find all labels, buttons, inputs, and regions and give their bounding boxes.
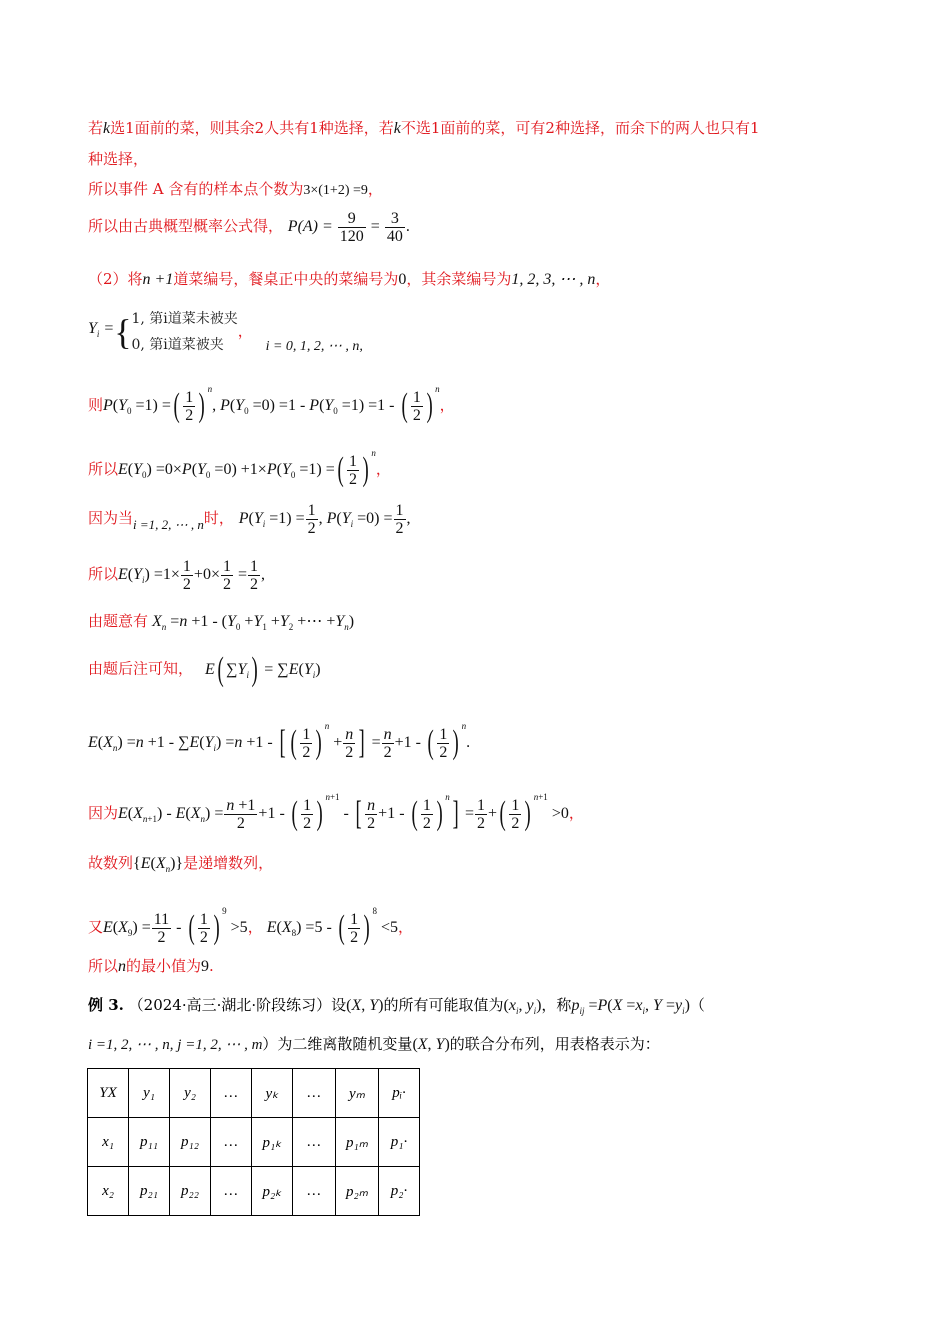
table-cell: p₁· (379, 1118, 420, 1167)
table-cell: p₂· (379, 1167, 420, 1216)
linearity-line: 由题后注可知， E( $\sum Y_i) = \sum E(Y_i)$ (88, 651, 321, 688)
table-cell: x₂ (88, 1167, 129, 1216)
sample-count-line: 所以事件 A 含有的样本点个数为3×(1+2) =9， (88, 180, 383, 198)
table-cell: y₁ (129, 1069, 170, 1118)
xn-definition-line: 由题意有 $X_n =n +1 - (Y_0 +Y_1 +Y_2$ +⋯ $+Y_n$) (88, 612, 355, 633)
table-cell: YX (88, 1069, 129, 1118)
joint-distribution-table (87, 1068, 420, 1216)
table-cell: yₘ (336, 1069, 379, 1118)
e-yi-line: 所以$E(Y_i) =1\times$ $\frac{1}{2}$ +0× $\frac{1}{2}$ = $\frac{1}{2}$ , (88, 558, 265, 593)
table-cell: y₂ (170, 1069, 211, 1118)
table-header-row (88, 1069, 420, 1118)
table-cell: p₁ₖ (252, 1118, 293, 1167)
solution-paragraph-1: 若k选1面前的菜，则其余2人共有1种选择，若k不选1面前的菜，可有2种选择，而余下的两人也只有1 (88, 119, 760, 137)
table-cell: … (211, 1069, 252, 1118)
table-cell: x₁ (88, 1118, 129, 1167)
example-3-header: 例 3. （2024·高三·湖北·阶段练习）设(X, Y)的所有可能取值为($x_i$, $y_i$)，称$p_{ij} =P(X =x_i$, $Y =y_i$)（ (88, 996, 705, 1017)
table-cell: p₁₂ (170, 1118, 211, 1167)
table-cell: yₖ (252, 1069, 293, 1118)
table-cell: p₂₁ (129, 1167, 170, 1216)
table-cell: … (293, 1167, 336, 1216)
table-row (88, 1167, 420, 1216)
difference-line: 因为$E(X_{n+1}) - E(X_n)$ = $\frac{n +1}{2}$ +1 - ( $\frac{1}{2}$ ) $^{n+1}$ - [ $\frac{n}{2}$ +1 - ( $\frac{1}{2}$ ) $^n$] = $\frac{1}{2}$ +( $\frac{1}{2}$ ) $^{n+1}$ >0， (88, 792, 584, 833)
table-cell: p₂ₖ (252, 1167, 293, 1216)
table-row (88, 1118, 420, 1167)
e-xn-line: $E(X_n) =n +1 - \sum E(Y_i) =n +1$ - [ ( $\frac{1}{2}$ ) $^n$ + $\frac{n}{2}$ ] = $\frac{n}{2}$ +1 - ( $\frac{1}{2}$ ) $^n$. (88, 721, 471, 762)
table-cell: … (211, 1167, 252, 1216)
table-cell: p₁ₘ (336, 1118, 379, 1167)
indicator-definition: $Y_i$ ={ 1, 第i道菜未被夹 0, 第i道菜被夹 ， i = 0, 1, 2, ⋯ , n, (88, 311, 363, 354)
table-cell: p₁₁ (129, 1118, 170, 1167)
p-yi-line: 因为当i =1, 2, ⋯ , n时， $P(Y_i =1)$ = $\frac{1}{2}$ , $P(Y_i =0)$ = $\frac{1}{2}$ , (88, 502, 411, 537)
increasing-sequence-line: 故数列$\{E(X_n)\}$是递增数列， (88, 854, 274, 875)
probability-formula-line: 所以由古典概型概率公式得， P(A) = $\frac{9}{120}$ = $\frac{3}{40}$ . (88, 210, 410, 245)
example-3-line2: i =1, 2, ⋯ , n, j =1, 2, ⋯ , m）为二维离散随机变量(X, Y)的联合分布列，用表格表示为： (88, 1035, 660, 1053)
part2-intro-line: （2）将n +1道菜编号，餐桌正中央的菜编号为0，其余菜编号为1, 2, 3, ⋯ , n， (88, 270, 611, 288)
table-cell: … (293, 1069, 336, 1118)
p-y0-line: 则$P(Y_0 =1)$ =( $\frac{1}{2}$ ) $^n$, $P(Y_0 =0) =1 - P(Y_0 =1) =1$ - ( $\frac{1}{2}$ ) $^n$， (88, 384, 455, 425)
table-cell: … (211, 1118, 252, 1167)
conclusion-line: 所以n的最小值为9. (88, 957, 214, 975)
e-y0-line: 所以$E(Y_0) =0\times P(Y_0 =0) +1\times P(Y_0 =1)$ =( $\frac{1}{2}$ ) $^n$， (88, 448, 391, 489)
table-cell: pᵢ· (379, 1069, 420, 1118)
table-cell: p₂ₘ (336, 1167, 379, 1216)
x9-x8-values-line: 又$E(X_9)$ = $\frac{11}{2}$ - ( $\frac{1}{2}$ ) $^9$ >5， $E(X_8) =5$ - ( $\frac{1}{2}$ ) $^8$ <5， (88, 906, 413, 947)
table-cell: p₂₂ (170, 1167, 211, 1216)
table-cell: … (293, 1118, 336, 1167)
solution-paragraph-1-cont: 种选择， (88, 150, 149, 168)
